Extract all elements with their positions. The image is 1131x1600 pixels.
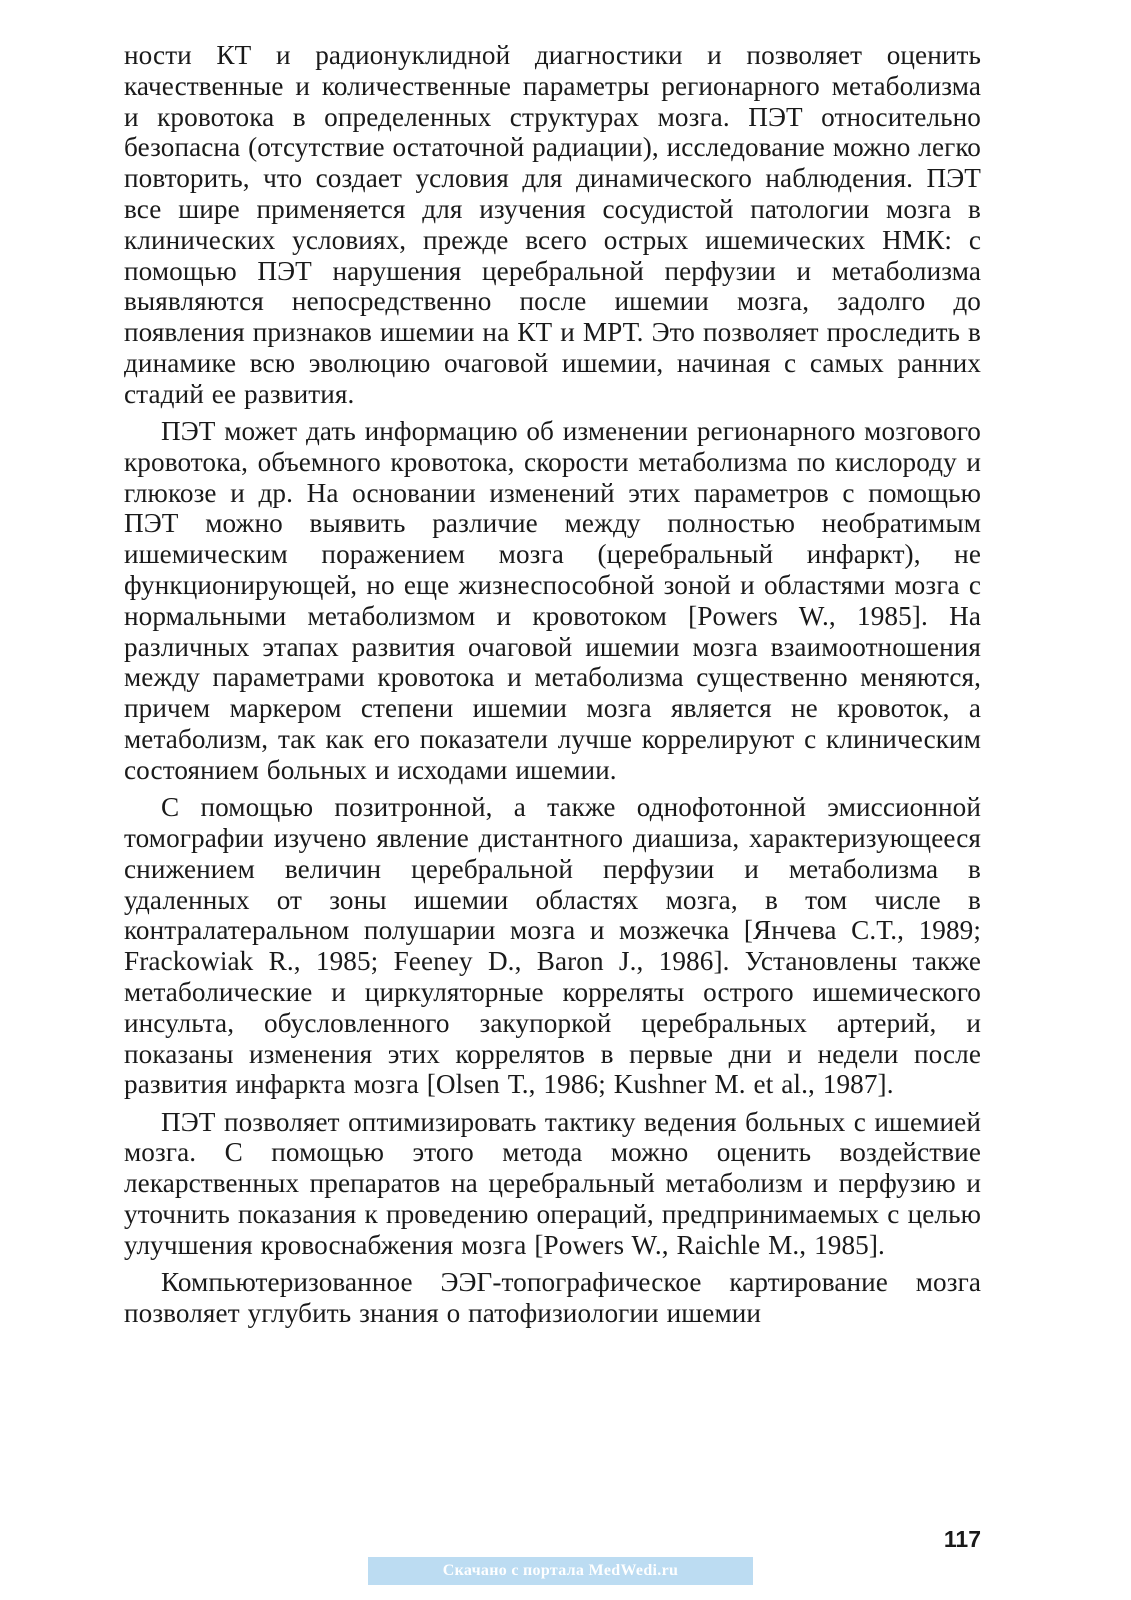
paragraph-pet-safety: ности КТ и радионуклидной диагностики и позволяет оценить качественные и количественные параметры регионарного метаболизма и кровотока в определенных структурах мозга. ПЭТ относительно безопасна (отсутствие остаточной радиации), исследование можно легко повторить, что создает условия для динамического наблюдения. ПЭТ все шире применяется для изучения сосудистой патологии мозга в клинических условиях, прежде всего острых ишемических НМК: с помощью ПЭТ нарушения церебральной перфузии и метаболизма выявляются непосредственно после ишемии мозга, задолго до появления признаков ишемии на КТ и МРТ. Это позволяет проследить в динамике всю эволюцию очаговой ишемии, начиная с самых ранних стадий ее развития. [124, 40, 982, 409]
download-watermark: Скачано с портала MedWedi.ru [368, 1557, 753, 1585]
paragraph-pet-information: ПЭТ может дать информацию об изменении регионарного мозгового кровотока, объемного кровотока, скорости метаболизма по кислороду и глюкозе и др. На основании изменений этих параметров с помощью ПЭТ можно выявить различие между полностью необратимым ишемическим поражением мозга (церебральный инфаркт), не функционирующей, но еще жизнеспособной зоной и областями мозга с нормальными метаболизмом и кровотоком [Powers W., 1985]. На различных этапах развития очаговой ишемии мозга взаимоотношения между параметрами кровотока и метаболизма существенно меняются, причем маркером степени ишемии мозга является не кровоток, а метаболизм, так как его показатели лучше коррелируют с клиническим состоянием больных и исходами ишемии. [124, 416, 981, 785]
page-number: 117 [943, 1526, 981, 1552]
page-body-text [124, 40, 981, 1329]
paragraph-diaschisis: С помощью позитронной, а также однофотонной эмиссионной томографии изучено явление дистантного диашиза, характеризующееся снижением величин церебральной перфузии и метаболизма в удаленных от зоны ишемии областях мозга, в том числе в контралатеральном полушарии мозга и мозжечка [Янчева С.Т., 1989; Frackowiak R., 1985; Feeney D., Baron J., 1986]. Установлены также метаболические и циркуляторные корреляты острого ишемического инсульта, обусловленного закупоркой церебральных артерий, и показаны изменения этих коррелятов в первые дни и недели после развития инфаркта мозга [Olsen Т., 1986; Kushner M. et al., 1987]. [124, 792, 981, 1100]
paragraph-eeg-mapping: Компьютеризованное ЭЭГ-топографическое картирование мозга позволяет углубить знания о патофизиологии ишемии [124, 1267, 981, 1328]
paragraph-pet-tactics: ПЭТ позволяет оптимизировать тактику ведения больных с ишемией мозга. С помощью этого метода можно оценить воздействие лекарственных препаратов на церебральный метаболизм и перфузию и уточнить показания к проведению операций, предпринимаемых с целью улучшения кровоснабжения мозга [Powers W., Raichle M., 1985]. [124, 1106, 981, 1260]
